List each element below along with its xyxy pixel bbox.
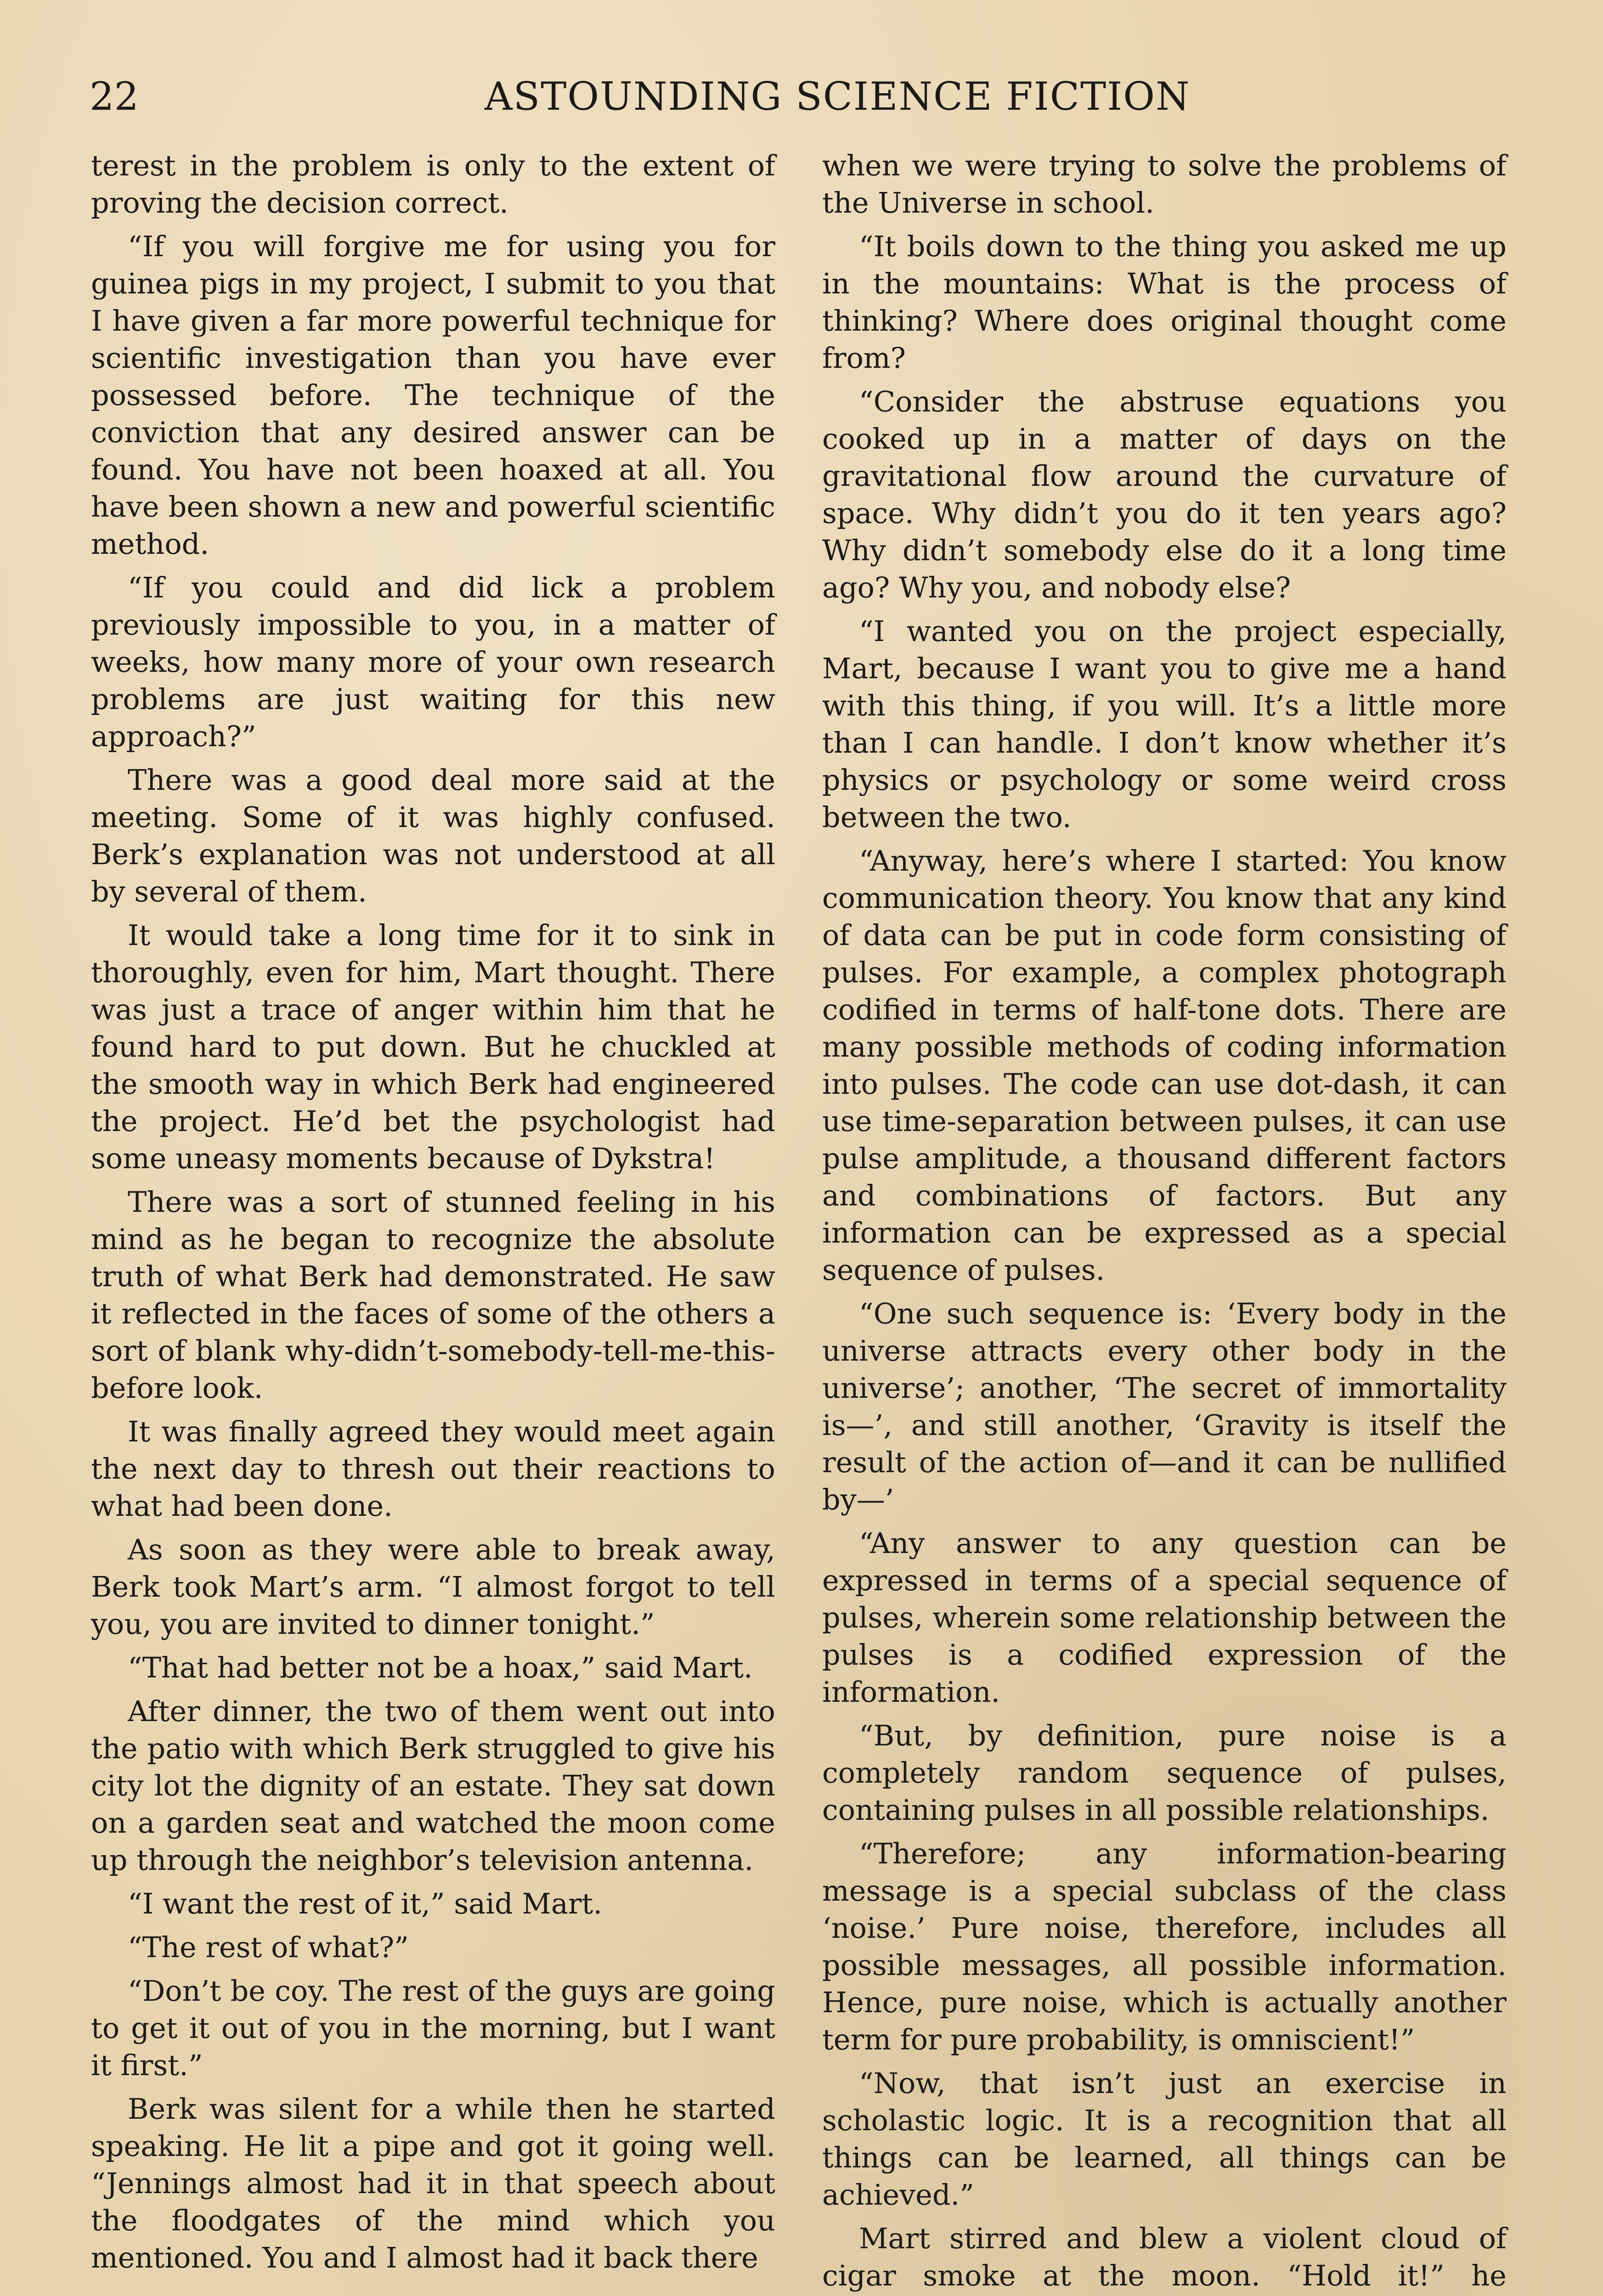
- paragraph: terest in the problem is only to the extent of proving the decision correct.: [91, 149, 775, 219]
- paragraph: After dinner, the two of them went out into the patio with which Berk struggled to give his city lot the dignity of an estate. They sat down on a garden seat and watched the moon come up through the neighbor’s television antenna.: [91, 1694, 775, 1877]
- paragraph: “That had better not be a hoax,” said Mart.: [128, 1651, 753, 1684]
- paragraph: “It boils down to the thing you asked me up in the mountains: What is the process of thinking? Where does original thought come from?: [822, 230, 1507, 375]
- paragraph: “I wanted you on the project especially, Mart, because I want you to give me a hand with this thing, if you will. It’s a little more than I can handle. I don’t know whether it’s physics or psychology or some weird cross between the two.: [822, 614, 1507, 834]
- paragraph: Berk was silent for a while then he started speaking. He lit a pipe and got it going well. “Jennings almost had it in that speech about the floodgates of the mind which you mentioned. You and I almost had it back there: [91, 2092, 775, 2274]
- paragraph: Mart stirred and blew a violent cloud of cigar smoke at the moon. “Hold it!” he: [822, 2222, 1507, 2292]
- paragraph: There was a sort of stunned feeling in his mind as he began to recognize the absolute truth of what Berk had demonstrated. He saw it reflected in the faces of some of the others a sort of blank why-didn’t-somebody-tell-me-this-before look.: [91, 1185, 775, 1405]
- paragraph: “Don’t be coy. The rest of the guys are going to get it out of you in the morning, but I want it first.”: [91, 1974, 775, 2082]
- paragraph: As soon as they were able to break away, Berk took Mart’s arm. “I almost forgot to tell you, you are invited to dinner tonight.”: [91, 1533, 775, 1641]
- paragraph: “If you will forgive me for using you for guinea pigs in my project, I submit to you that I have given a far more powerful technique for scientific investigation than you have ever possessed before. The technique of the conviction that any desired answer can be found. You have not been hoaxed at all. You have been shown a new and powerful scientific method.: [91, 230, 775, 561]
- paragraph: “Now, that isn’t just an exercise in scholastic logic. It is a recognition that all things can be learned, all things can be achieved.”: [822, 2066, 1507, 2212]
- paragraph: “The rest of what?”: [128, 1930, 409, 1964]
- paragraph: There was a good deal more said at the meeting. Some of it was highly confused. Berk’s explanation was not understood at all by several of them.: [91, 763, 775, 908]
- running-title: ASTOUNDING SCIENCE FICTION: [485, 74, 1191, 119]
- page-number: 22: [90, 74, 139, 119]
- paragraph: It would take a long time for it to sink in thoroughly, even for him, Mart thought. There was just a trace of anger within him that he found hard to put down. But he chuckled at the smooth way in which Berk had engineered the project. He’d bet the psychologist had some uneasy moments because of Dykstra!: [91, 918, 775, 1175]
- left-column: [91, 147, 775, 2283]
- paragraph: “One such sequence is: ‘Every body in the universe attracts every other body in the universe’; another, ‘The secret of immortality is—’, and still another, ‘Gravity is itself the result of the action of—and it can be nullified by—’: [822, 1297, 1507, 1516]
- paragraph: when we were trying to solve the problems of the Universe in school.: [822, 149, 1507, 219]
- paragraph: “Consider the abstruse equations you cooked up in a matter of days on the gravitational flow around the curvature of space. Why didn’t you do it ten years ago? Why didn’t somebody else do it a long time ago? Why you, and nobody else?: [822, 385, 1507, 604]
- right-column: [822, 147, 1507, 2296]
- paragraph: “If you could and did lick a problem previously impossible to you, in a matter of weeks, how many more of your own research problems are just waiting for this new approach?”: [91, 571, 775, 753]
- paragraph: “Any answer to any question can be expressed in terms of a special sequence of pulses, wherein some relationship between the pulses is a codified expression of the information.: [822, 1526, 1507, 1709]
- paragraph: It was finally agreed they would meet again the next day to thresh out their reactions to what had been done.: [91, 1415, 775, 1523]
- paragraph: “But, by definition, pure noise is a completely random sequence of pulses, containing pulses in all possible relationships.: [822, 1719, 1507, 1827]
- paragraph: “Anyway, here’s where I started: You know communication theory. You know that any kind of data can be put in code form consisting of pulses. For example, a complex photograph codified in terms of half-tone dots. There are many possible methods of coding information into pulses. The code can use dot-dash, it can use time-separation between pulses, it can use pulse amplitude, a thousand different factors and combinations of factors. But any information can be expressed as a special sequence of pulses.: [822, 844, 1507, 1287]
- paragraph: “Therefore; any information-bearing message is a special subclass of the class ‘noise.’ Pure noise, therefore, includes all possible messages, all possible information. Hence, pure noise, which is actually another term for pure probability, is omniscient!”: [822, 1837, 1507, 2056]
- page-header: [90, 69, 1513, 133]
- paragraph: “I want the rest of it,” said Mart.: [128, 1887, 603, 1920]
